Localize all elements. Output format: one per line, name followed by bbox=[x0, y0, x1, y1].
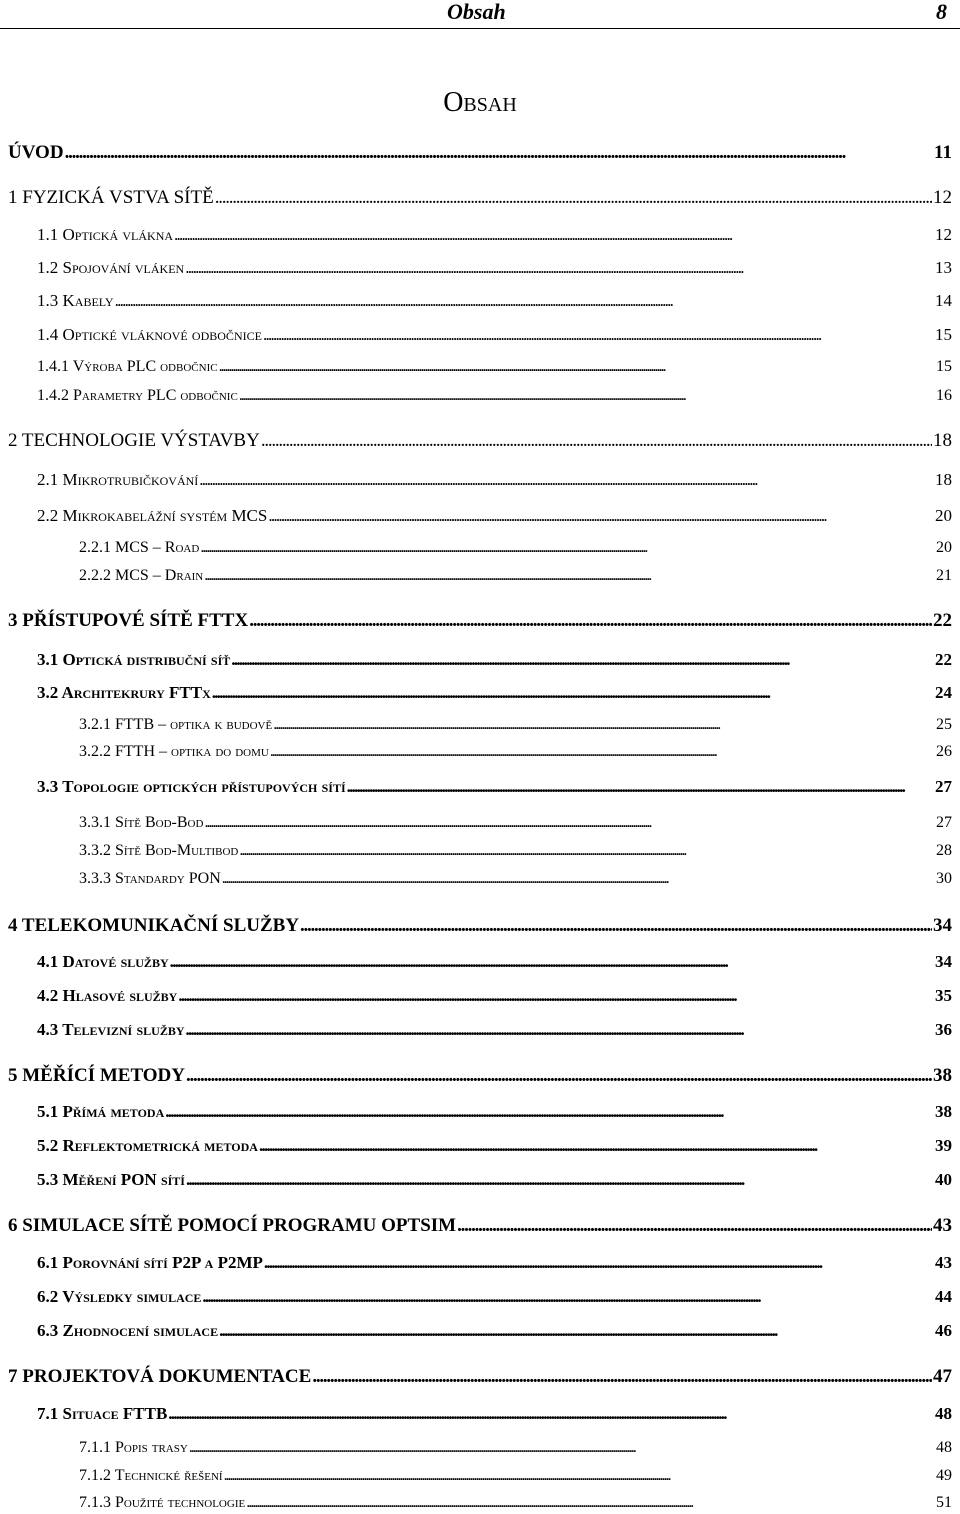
leader-dots bbox=[185, 257, 934, 279]
toc-entry-page: 43 bbox=[933, 1215, 952, 1236]
toc-entry[interactable] bbox=[8, 914, 952, 938]
toc-entry-title: 4 TELEKOMUNIKAČNÍ SLUŽBY bbox=[8, 915, 300, 936]
toc-title: Obsah bbox=[443, 87, 517, 118]
toc-entry-page: 12 bbox=[933, 187, 952, 208]
leader-dots bbox=[200, 538, 935, 558]
leader-dots bbox=[239, 841, 935, 861]
toc-entry-page: 48 bbox=[936, 1439, 952, 1456]
toc-entry[interactable] bbox=[37, 257, 952, 279]
leader-dots bbox=[261, 429, 932, 453]
toc-entry-page: 25 bbox=[936, 716, 952, 733]
toc-entry-title: 1.1 Optická vlákna bbox=[37, 225, 174, 244]
leader-dots bbox=[457, 1214, 932, 1238]
leader-dots bbox=[215, 186, 932, 210]
toc-entry-title: 1 FYZICKÁ VSTVA SÍTĚ bbox=[8, 187, 214, 208]
toc-entry-title: 1.3 Kabely bbox=[37, 291, 114, 310]
toc-entry-page: 11 bbox=[934, 142, 952, 163]
toc-entry-page: 14 bbox=[935, 291, 952, 310]
leader-dots bbox=[202, 1286, 934, 1308]
toc-entry[interactable] bbox=[79, 742, 952, 762]
toc-entry[interactable] bbox=[8, 1365, 952, 1389]
toc-entry-page: 22 bbox=[933, 610, 952, 631]
toc-entry[interactable] bbox=[37, 505, 952, 527]
toc-entry[interactable] bbox=[37, 1403, 952, 1425]
toc-entry[interactable] bbox=[37, 324, 952, 346]
toc-entry-title: 3.2.2 FTTH – optika do domu bbox=[79, 743, 269, 760]
toc-entry-page: 34 bbox=[935, 952, 952, 971]
leader-dots bbox=[204, 813, 935, 833]
leader-dots bbox=[189, 1438, 935, 1458]
toc-entry[interactable] bbox=[37, 1135, 952, 1157]
toc-entry-title: 2.2.2 MCS – Drain bbox=[79, 567, 204, 584]
toc-entry[interactable] bbox=[37, 985, 952, 1007]
toc-entry[interactable] bbox=[37, 1320, 952, 1342]
toc-entry[interactable] bbox=[37, 469, 952, 491]
toc-entry-title: 6.2 Výsledky simulace bbox=[37, 1287, 202, 1306]
toc-entry[interactable] bbox=[8, 186, 952, 210]
toc-entry-page: 47 bbox=[933, 1366, 952, 1387]
toc-entry[interactable] bbox=[79, 869, 952, 889]
header-title: Obsah bbox=[447, 0, 506, 24]
leader-dots bbox=[300, 914, 932, 938]
toc-entry[interactable] bbox=[37, 951, 952, 973]
header-page-number: 8 bbox=[936, 0, 947, 24]
toc-entry-title: 3.3.1 Sítě Bod-Bod bbox=[79, 814, 204, 831]
toc-entry-page: 30 bbox=[936, 870, 952, 887]
toc-entry[interactable] bbox=[37, 224, 952, 246]
toc-entry-page: 18 bbox=[933, 430, 952, 451]
toc-entry-title: 2.2.1 MCS – Road bbox=[79, 539, 200, 556]
toc-entry[interactable] bbox=[37, 1019, 952, 1041]
toc-entry-page: 20 bbox=[935, 506, 952, 525]
toc-entry-page: 13 bbox=[935, 258, 952, 277]
toc-entry[interactable] bbox=[8, 609, 952, 633]
leader-dots bbox=[168, 1403, 934, 1425]
leader-dots bbox=[264, 1252, 934, 1274]
toc-entry-title: 7 PROJEKTOVÁ DOKUMENTACE bbox=[8, 1366, 312, 1387]
toc-entry-title: 2.2 Mikrokabelážní systém MCS bbox=[37, 506, 268, 525]
toc-entry[interactable] bbox=[37, 649, 952, 671]
leader-dots bbox=[259, 1135, 934, 1157]
toc-entry-page: 34 bbox=[933, 915, 952, 936]
toc-entry-title: 6.1 Porovnání sítí P2P a P2MP bbox=[37, 1253, 263, 1272]
toc-entry-page: 24 bbox=[935, 683, 952, 702]
toc-entry-title: 7.1.2 Technické řešení bbox=[79, 1467, 223, 1484]
toc-entry-title: 7.1.3 Použité technologie bbox=[79, 1494, 246, 1511]
toc-entry-title: 5.2 Reflektometrická metoda bbox=[37, 1136, 258, 1155]
toc-entry[interactable] bbox=[8, 1064, 952, 1088]
toc-entry[interactable] bbox=[37, 1286, 952, 1308]
toc-entry-title: 1.2 Spojování vláken bbox=[37, 258, 185, 277]
toc-entry-title: 4.2 Hlasové služby bbox=[37, 986, 178, 1005]
leader-dots bbox=[224, 1466, 935, 1486]
toc-entry-page: 18 bbox=[935, 470, 952, 489]
toc-entry[interactable] bbox=[8, 1214, 952, 1238]
leader-dots bbox=[199, 469, 934, 491]
toc-entry-page: 40 bbox=[935, 1170, 952, 1189]
toc-entry-title: ÚVOD bbox=[8, 142, 64, 163]
toc-entry[interactable] bbox=[37, 386, 952, 406]
toc-entry-title: 5 MĚŘÍCÍ METODY bbox=[8, 1065, 185, 1086]
toc-entry[interactable] bbox=[37, 1101, 952, 1123]
leader-dots bbox=[186, 1019, 935, 1041]
toc-entry-page: 48 bbox=[935, 1404, 952, 1423]
leader-dots bbox=[212, 682, 934, 704]
toc-entry[interactable] bbox=[79, 841, 952, 861]
toc-entry-page: 35 bbox=[935, 986, 952, 1005]
toc-entry-page: 49 bbox=[936, 1467, 952, 1484]
toc-entry-title: 3.2.1 FTTB – optika k budově bbox=[79, 716, 273, 733]
toc-entry-title: 1.4.2 Parametry PLC odbočnic bbox=[37, 387, 238, 404]
leader-dots bbox=[115, 290, 934, 312]
toc-entry-page: 16 bbox=[936, 387, 952, 404]
leader-dots bbox=[347, 776, 934, 798]
toc-entry[interactable] bbox=[79, 1466, 952, 1486]
toc-entry[interactable] bbox=[37, 776, 952, 798]
leader-dots bbox=[246, 1493, 935, 1513]
leader-dots bbox=[165, 1101, 934, 1123]
toc-entry[interactable] bbox=[37, 357, 952, 377]
leader-dots bbox=[65, 141, 933, 165]
toc-entry[interactable] bbox=[37, 1252, 952, 1274]
toc-entry-page: 38 bbox=[935, 1102, 952, 1121]
toc-entry[interactable] bbox=[79, 813, 952, 833]
toc-entry-title: 5.1 Přímá metoda bbox=[37, 1102, 165, 1121]
toc-entry-page: 46 bbox=[935, 1321, 952, 1340]
toc-entry-page: 36 bbox=[935, 1020, 952, 1039]
toc-entry-title: 5.3 Měření PON sítí bbox=[37, 1170, 185, 1189]
toc-entry[interactable] bbox=[79, 538, 952, 558]
toc-entry-title: 6.3 Zhodnocení simulace bbox=[37, 1321, 219, 1340]
toc-entry[interactable] bbox=[79, 1438, 952, 1458]
toc-entry-page: 44 bbox=[935, 1287, 952, 1306]
leader-dots bbox=[178, 985, 934, 1007]
toc-entry[interactable] bbox=[8, 141, 952, 165]
leader-dots bbox=[268, 505, 934, 527]
toc-entry-page: 20 bbox=[936, 539, 952, 556]
leader-dots bbox=[219, 1320, 934, 1342]
toc-entry-title: 4.3 Televizní služby bbox=[37, 1020, 185, 1039]
toc-entry-page: 51 bbox=[936, 1494, 952, 1511]
toc-entry-title: 3.3.2 Sítě Bod-Multibod bbox=[79, 842, 239, 859]
toc-entry-page: 38 bbox=[933, 1065, 952, 1086]
toc-entry-title: 2.1 Mikrotrubičkování bbox=[37, 470, 199, 489]
leader-dots bbox=[231, 649, 934, 671]
toc-entry[interactable] bbox=[79, 715, 952, 735]
leader-dots bbox=[312, 1365, 932, 1389]
toc-entry[interactable] bbox=[37, 290, 952, 312]
toc-entry[interactable] bbox=[79, 566, 952, 586]
toc-entry-page: 15 bbox=[936, 358, 952, 375]
toc-entry-page: 43 bbox=[935, 1253, 952, 1272]
toc-entry-title: 6 SIMULACE SÍTĚ POMOCÍ PROGRAMU OPTSIM bbox=[8, 1215, 457, 1236]
header-rule bbox=[0, 28, 960, 29]
leader-dots bbox=[186, 1169, 934, 1191]
leader-dots bbox=[270, 742, 935, 762]
leader-dots bbox=[174, 224, 934, 246]
toc-entry-page: 12 bbox=[935, 225, 952, 244]
leader-dots bbox=[273, 715, 935, 735]
toc-entry-title: 3.3.3 Standardy PON bbox=[79, 870, 221, 887]
toc-entry-title: 3 PŘÍSTUPOVÉ SÍTĚ FTTX bbox=[8, 610, 249, 631]
leader-dots bbox=[219, 357, 935, 377]
toc-entry-page: 27 bbox=[935, 777, 952, 796]
toc-entry[interactable] bbox=[79, 1493, 952, 1513]
leader-dots bbox=[170, 951, 934, 973]
toc-entry-page: 39 bbox=[935, 1136, 952, 1155]
toc-entry-page: 21 bbox=[936, 567, 952, 584]
toc-entry[interactable] bbox=[37, 682, 952, 704]
toc-entry-title: 2 TECHNOLOGIE VÝSTAVBY bbox=[8, 430, 260, 451]
toc-entry-title: 7.1.1 Popis trasy bbox=[79, 1439, 188, 1456]
toc-entry-page: 27 bbox=[936, 814, 952, 831]
toc-entry-title: 3.2 Architekrury FTTx bbox=[37, 683, 211, 702]
leader-dots bbox=[249, 609, 932, 633]
toc-entry-page: 22 bbox=[935, 650, 952, 669]
page-header bbox=[0, 0, 960, 30]
leader-dots bbox=[263, 324, 934, 346]
toc-entry-title: 4.1 Datové služby bbox=[37, 952, 169, 971]
toc-entry[interactable] bbox=[37, 1169, 952, 1191]
toc-entry-page: 15 bbox=[935, 325, 952, 344]
toc-entry-title: 3.1 Optická distribuční síť bbox=[37, 650, 231, 669]
toc-entry-title: 1.4.1 Výroba PLC odbočnic bbox=[37, 358, 218, 375]
toc-entry-page: 28 bbox=[936, 842, 952, 859]
toc-entry-title: 3.3 Topologie optických přístupových sítí bbox=[37, 777, 346, 796]
toc-entry[interactable] bbox=[8, 429, 952, 453]
leader-dots bbox=[204, 566, 935, 586]
toc-entry-title: 7.1 Situace FTTB bbox=[37, 1404, 168, 1423]
toc-entry-title: 1.4 Optické vláknové odbočnice bbox=[37, 325, 262, 344]
leader-dots bbox=[222, 869, 935, 889]
leader-dots bbox=[239, 386, 935, 406]
toc-entry-page: 26 bbox=[936, 743, 952, 760]
leader-dots bbox=[186, 1064, 932, 1088]
